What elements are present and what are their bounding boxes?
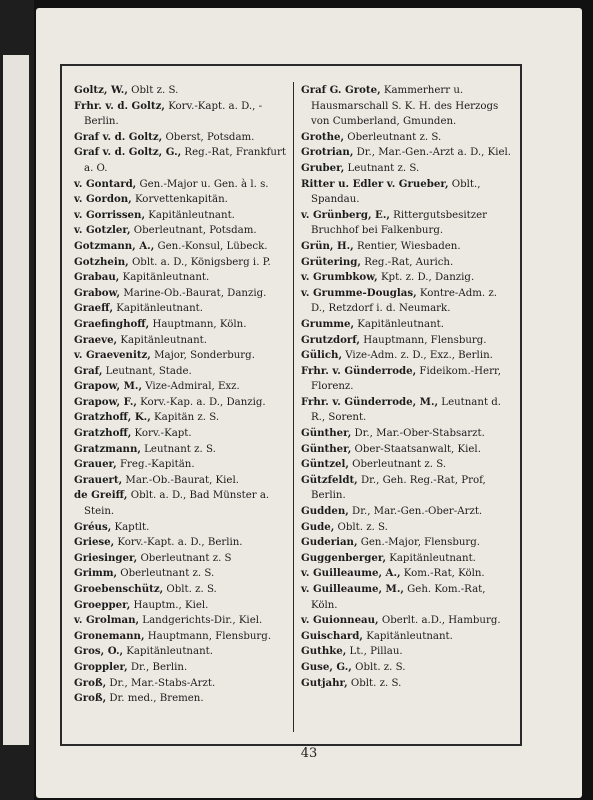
- entry-name: Gülich,: [301, 349, 343, 362]
- entry-details: Rentier, Wiesbaden.: [353, 240, 461, 252]
- entry-name: Frhr. v. d. Goltz,: [74, 99, 165, 112]
- directory-entry: [301, 177, 513, 208]
- book-page: [36, 8, 582, 798]
- directory-entry: [74, 239, 288, 255]
- entry-name: Grauert,: [74, 473, 123, 486]
- entry-details: Korv.-Kapt.: [131, 428, 192, 440]
- directory-entry: [301, 629, 513, 645]
- directory-entry: [74, 582, 288, 598]
- directory-entry: [74, 629, 288, 645]
- entry-details: Geh. Kom.-Rat, Köln.: [311, 584, 486, 611]
- entry-name: Graeve,: [74, 333, 118, 346]
- entry-details: Mar.-Ob.-Baurat, Kiel.: [122, 474, 239, 486]
- entry-name: Grimm,: [74, 567, 118, 580]
- entry-details: Kapitänleutnant.: [117, 334, 208, 346]
- directory-entry: [74, 364, 288, 380]
- entry-details: Kontre-Adm. z. D., Retzdorf i. d. Neumark.: [311, 287, 497, 315]
- directory-entry: [301, 270, 513, 286]
- entry-name: Graefinghoff,: [74, 317, 150, 330]
- entry-details: Hauptm., Kiel.: [130, 599, 209, 611]
- directory-entry: [301, 473, 513, 504]
- entry-details: Kapitänleutnant.: [119, 272, 210, 284]
- directory-entry: [74, 457, 288, 473]
- entry-details: Fideikom.-Herr, Florenz.: [311, 365, 501, 393]
- entry-name: Grütering,: [301, 255, 361, 268]
- entry-details: Kapitänleutnant.: [354, 318, 444, 330]
- entry-details: Kapitänleutnant.: [123, 646, 213, 658]
- directory-entry: [74, 223, 288, 239]
- directory-entry: [301, 255, 513, 271]
- entry-details: Oberst, Potsdam.: [162, 131, 255, 143]
- entry-name: Gratzmann,: [74, 442, 141, 455]
- directory-entry: [74, 442, 288, 458]
- entry-details: Oberleutnant z. S.: [348, 459, 447, 471]
- directory-entry: [74, 395, 288, 411]
- entry-name: Graeff,: [74, 302, 114, 315]
- directory-entry: [301, 161, 513, 177]
- directory-entry: [301, 566, 513, 582]
- entry-name: Groß,: [74, 692, 107, 705]
- directory-entry: [74, 286, 288, 302]
- entry-name: v. Gotzler,: [74, 224, 131, 237]
- column-divider: [293, 82, 294, 732]
- entry-name: Grabow,: [74, 286, 121, 299]
- entry-name: Guischard,: [301, 629, 363, 642]
- entry-name: Günther,: [301, 442, 352, 455]
- directory-entry: [74, 348, 288, 364]
- directory-entry: [301, 348, 513, 364]
- entry-name: Gude,: [301, 520, 335, 533]
- entry-name: Grotrian,: [301, 146, 354, 159]
- entry-name: Gotzhein,: [74, 255, 129, 268]
- directory-entry: [301, 660, 513, 676]
- directory-entry: [301, 145, 513, 161]
- entry-name: Gréus,: [74, 520, 112, 533]
- entry-name: v. Grünberg, E.,: [301, 208, 390, 221]
- directory-entry: [301, 676, 513, 692]
- directory-entry: [74, 551, 288, 567]
- directory-entry: [74, 535, 288, 551]
- directory-entry: [74, 473, 288, 489]
- entry-details: Kaptlt.: [111, 521, 150, 533]
- entry-name: Grothe,: [301, 130, 345, 143]
- entry-details: Kapitänleutnant.: [145, 209, 235, 221]
- entry-details: Korv.-Kap. a. D., Danzig.: [136, 396, 266, 408]
- directory-entry: [74, 192, 288, 208]
- directory-entry: [74, 566, 288, 582]
- entry-name: Gotzmann, A.,: [74, 239, 155, 252]
- directory-entry: [301, 442, 513, 458]
- entry-name: Gratzhoff, K.,: [74, 411, 151, 424]
- entry-name: Guthke,: [301, 645, 347, 658]
- entry-details: Dr., Berlin.: [127, 661, 188, 673]
- entry-details: Ober-Staatsanwalt, Kiel.: [351, 443, 481, 455]
- directory-entry: [301, 644, 513, 660]
- entry-details: Kapitänleutnant.: [386, 552, 476, 564]
- directory-entry: [74, 379, 288, 395]
- entry-details: Oblt. z. S.: [347, 677, 402, 689]
- directory-entry: [301, 130, 513, 146]
- directory-entry: [74, 660, 288, 676]
- entry-name: Ritter u. Edler v. Grueber,: [301, 177, 449, 190]
- entry-details: Gen.-Major u. Gen. à l. s.: [136, 178, 269, 190]
- directory-entry: [301, 239, 513, 255]
- entry-details: Lt., Pillau.: [346, 646, 403, 658]
- entry-name: Güntzel,: [301, 458, 349, 471]
- entry-details: Dr., Mar.-Ober-Stabsarzt.: [351, 428, 485, 440]
- directory-frame: [60, 64, 522, 746]
- entry-details: Oblt. z. S.: [163, 584, 217, 595]
- entry-name: Grün, H.,: [301, 239, 354, 252]
- entry-details: Oblt., Spandau.: [311, 178, 481, 206]
- entry-details: Leutnant z. S.: [344, 162, 420, 174]
- directory-entry: [74, 410, 288, 426]
- page-number: 43: [300, 746, 318, 761]
- entry-name: v. Guionneau,: [301, 614, 379, 627]
- entry-name: v. Guilleaume, A.,: [301, 567, 401, 580]
- entry-name: Guggenberger,: [301, 551, 386, 564]
- directory-entry: [74, 255, 288, 271]
- entry-details: Major, Sonderburg.: [150, 350, 255, 362]
- entry-details: Kpt. z. D., Danzig.: [377, 272, 475, 284]
- entry-name: Graf G. Grote,: [301, 84, 381, 96]
- entry-details: Hauptmann, Flensburg.: [359, 334, 487, 346]
- entry-details: Korv.-Kapt. a. D., - Berlin.: [84, 100, 263, 128]
- directory-entry: [74, 301, 288, 317]
- entry-details: Dr., Geh. Reg.-Rat, Prof, Berlin.: [311, 474, 486, 502]
- directory-entry: [74, 598, 288, 614]
- entry-name: Frhr. v. Günderrode, M.,: [301, 395, 439, 408]
- directory-entry: [74, 177, 288, 193]
- entry-details: Kapitänleutnant.: [362, 630, 453, 642]
- entry-name: Grumme,: [301, 317, 355, 330]
- entry-name: Guse, G.,: [301, 660, 352, 673]
- entry-details: Rittergutsbesitzer Bruchhof bei Falkenburg.: [311, 209, 487, 237]
- entry-details: Hauptmann, Köln.: [149, 318, 247, 330]
- entry-name: Grauer,: [74, 458, 117, 471]
- entry-name: v. Gorrissen,: [74, 208, 145, 221]
- entry-details: Leutnant d. R., Sorent.: [311, 396, 502, 424]
- directory-entry: [301, 426, 513, 442]
- left-column: [74, 83, 288, 707]
- directory-entry: [74, 317, 288, 333]
- directory-entry: [74, 691, 288, 707]
- entry-name: Groepper,: [74, 598, 131, 611]
- entry-details: Kom.-Rat, Köln.: [400, 568, 485, 580]
- entry-details: Oberleutnant, Potsdam.: [130, 225, 257, 237]
- directory-entry: [301, 457, 513, 473]
- entry-name: Gronemann,: [74, 629, 145, 642]
- entry-name: Günther,: [301, 427, 352, 440]
- entry-details: Oblt. a. D., Königsberg i. P.: [128, 256, 271, 268]
- entry-name: Griesinger,: [74, 551, 138, 564]
- entry-name: Graf v. d. Goltz,: [74, 130, 163, 143]
- directory-entry: [74, 520, 288, 536]
- directory-entry: [74, 613, 288, 629]
- directory-entry: [74, 130, 288, 146]
- entry-details: Oberleutnant z. S: [137, 552, 232, 564]
- directory-entry: [301, 613, 513, 629]
- entry-name: Groppler,: [74, 660, 128, 673]
- directory-entry: [301, 504, 513, 520]
- entry-details: Oberleutnant z. S.: [117, 568, 215, 580]
- directory-entry: [301, 395, 513, 426]
- entry-name: Frhr. v. Günderrode,: [301, 364, 417, 377]
- directory-entry: [74, 333, 288, 349]
- right-column: [301, 83, 513, 691]
- directory-entry: [301, 535, 513, 551]
- entry-name: Grapow, M.,: [74, 380, 142, 393]
- directory-entry: [74, 488, 288, 519]
- entry-name: v. Grumme-Douglas,: [301, 286, 417, 299]
- entry-details: Dr., Mar.-Gen.-Arzt a. D., Kiel.: [353, 147, 511, 159]
- directory-entry: [74, 426, 288, 442]
- entry-details: Leutnant, Stade.: [102, 365, 192, 377]
- entry-details: Kapitänleutnant.: [113, 303, 203, 315]
- entry-details: Gen.-Major, Flensburg.: [357, 537, 481, 549]
- entry-details: Marine-Ob.-Baurat, Danzig.: [120, 287, 267, 299]
- entry-name: Guderian,: [301, 536, 358, 549]
- directory-entry: [74, 270, 288, 286]
- entry-name: Graf,: [74, 364, 103, 377]
- directory-entry: [301, 286, 513, 317]
- entry-details: Landgerichts-Dir., Kiel.: [139, 615, 263, 627]
- entry-name: de Greiff,: [74, 489, 128, 502]
- entry-details: Oblt. z. S.: [334, 521, 388, 533]
- entry-name: Goltz, W.,: [74, 84, 128, 96]
- directory-entry: [74, 208, 288, 224]
- entry-name: Gros, O.,: [74, 645, 124, 658]
- entry-details: Hauptmann, Flensburg.: [144, 630, 272, 642]
- previous-page-edge: [0, 0, 34, 800]
- entry-details: Kammerherr u. Hausmarschall S. K. H. des Herzogs von Cumberland, Gmunden.: [311, 85, 499, 128]
- entry-name: Graf v. d. Goltz, G.,: [74, 146, 182, 159]
- entry-details: Oberlt. a.D., Hamburg.: [378, 615, 501, 627]
- directory-entry: [74, 676, 288, 692]
- entry-name: Gutjahr,: [301, 676, 348, 689]
- directory-entry: [301, 83, 513, 130]
- entry-name: Griese,: [74, 536, 115, 549]
- directory-entry: [301, 317, 513, 333]
- directory-entry: [301, 208, 513, 239]
- entry-details: Reg.-Rat, Aurich.: [360, 256, 454, 268]
- entry-name: Groebenschütz,: [74, 583, 164, 595]
- entry-name: v. Guilleaume, M.,: [301, 583, 404, 595]
- entry-name: v. Graevenitz,: [74, 349, 151, 362]
- entry-details: Korvettenkapitän.: [131, 194, 228, 206]
- entry-name: Grabau,: [74, 271, 120, 284]
- entry-name: v. Grumbkow,: [301, 271, 378, 284]
- entry-name: Grapow, F.,: [74, 395, 137, 408]
- directory-entry: [74, 145, 288, 176]
- entry-details: Oblt. a. D., Bad Münster a. Stein.: [84, 490, 270, 518]
- entry-details: Dr. med., Bremen.: [106, 693, 204, 705]
- entry-name: v. Gordon,: [74, 193, 132, 206]
- entry-name: Grutzdorf,: [301, 333, 360, 346]
- entry-name: v. Grolman,: [74, 614, 140, 627]
- entry-details: Leutnant z. S.: [140, 443, 216, 455]
- entry-details: Korv.-Kapt. a. D., Berlin.: [114, 537, 243, 549]
- entry-details: Freg.-Kapitän.: [116, 459, 195, 471]
- entry-details: Vize-Adm. z. D., Exz., Berlin.: [342, 350, 493, 362]
- entry-name: v. Gontard,: [74, 177, 137, 190]
- entry-name: Gützfeldt,: [301, 473, 358, 486]
- directory-entry: [301, 520, 513, 536]
- entry-details: Gen.-Konsul, Lübeck.: [154, 240, 268, 252]
- directory-entry: [301, 364, 513, 395]
- entry-details: Oberleutnant z. S.: [344, 131, 442, 143]
- entry-details: Dr., Mar.-Stabs-Arzt.: [106, 677, 216, 689]
- entry-name: Gratzhoff,: [74, 427, 132, 440]
- entry-details: Dr., Mar.-Gen.-Ober-Arzt.: [348, 506, 483, 518]
- directory-entry: [74, 99, 288, 130]
- entry-details: Oblt z. S.: [127, 85, 179, 96]
- directory-entry: [74, 644, 288, 660]
- entry-name: Gruber,: [301, 161, 345, 174]
- directory-entry: [74, 83, 288, 99]
- entry-name: Groß,: [74, 676, 107, 689]
- previous-page-margin: [3, 55, 31, 745]
- directory-entry: [301, 551, 513, 567]
- directory-entry: [301, 333, 513, 349]
- directory-entry: [301, 582, 513, 613]
- entry-details: Reg.-Rat, Frankfurt a. O.: [84, 147, 286, 174]
- entry-details: Kapitän z. S.: [150, 412, 220, 424]
- entry-details: Oblt. z. S.: [351, 661, 406, 673]
- entry-name: Gudden,: [301, 505, 349, 518]
- entry-details: Vize-Admiral, Exz.: [142, 381, 240, 393]
